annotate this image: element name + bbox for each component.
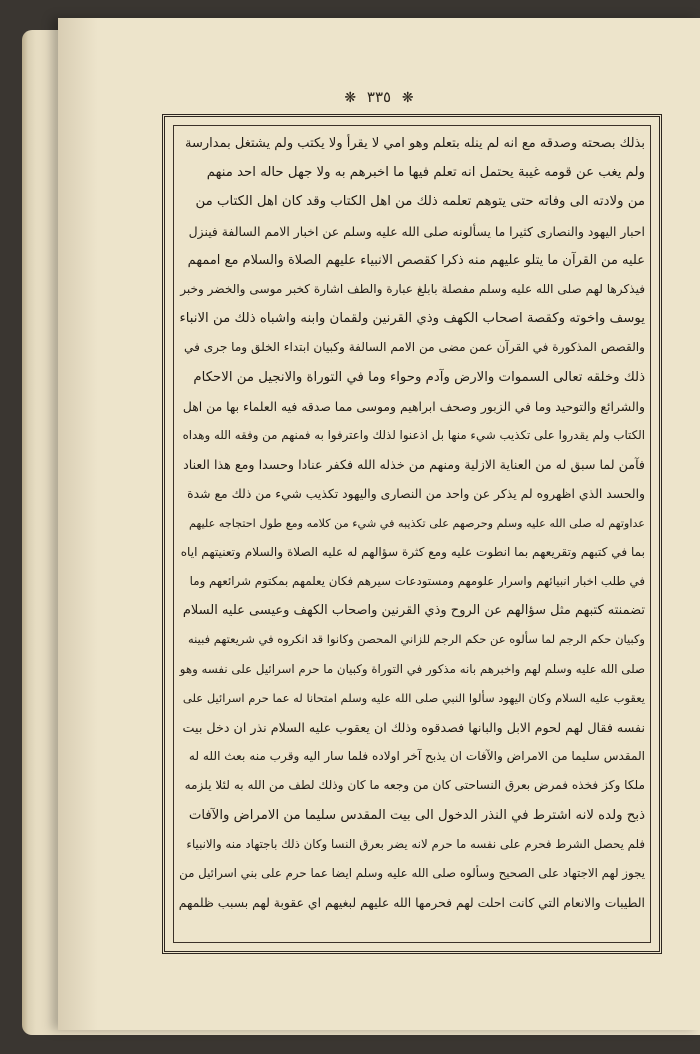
page-gutter-shadow	[58, 18, 98, 1030]
text-line: احبار اليهود والنصارى كثيرا ما يسألونه صلى الله عليه وسلم عن اخبار الامم السالفة فينزل	[188, 223, 645, 239]
ornament-icon: ❋	[401, 90, 414, 106]
text-line: ولم يغب عن قومه غيبة يحتمل انه تعلم فيها ما اخبرهم به ولا جهل حاله احد منهم	[206, 165, 645, 181]
book-page	[58, 18, 700, 1030]
text-line: بذلك بصحته وصدقه مع انه لم ينله بتعلم وهو امي لا يقرأ ولا يكتب ولم يشتغل بمدارسة	[185, 136, 645, 151]
page-header	[58, 88, 700, 106]
text-line: والشرائع والتوحيد وما في الزبور وصحف ابراهيم وموسى مما صدقه فيه العلماء بها من اهل	[182, 398, 645, 414]
text-line: بما في كتبهم وتقريعهم بما انطوت عليه ومع كثرة سؤالهم له عليه الصلاة والسلام وتعنيتهم اياه	[180, 544, 645, 559]
text-line: في طلب اخبار انبيائهم واسرار علومهم ومستودعات سيرهم فكان يعلمهم بمكتوم شرائعهم وما	[189, 574, 645, 589]
ornament-icon: ❋	[344, 90, 357, 106]
text-line: الكتاب ولم يقدروا على تكذيب شيء منها بل اذعنوا لذلك واعترفوا به فمنهم من وفقه الله وهداه	[182, 428, 645, 443]
text-line: عليه من القرآن ما يتلو عليهم منه ذكرا كقصص الانبياء عليهم الصلاة والسلام مع اممهم	[187, 252, 645, 268]
text-line: الطيبات والانعام التي كانت احلت لهم فحرمها الله عليهم لبغيهم اي عقوبة لهم بسبب ظلمهم	[179, 895, 645, 911]
text-line: فيذكرها لهم صلى الله عليه وسلم مفصلة بابلغ عبارة والطف اشارة كخبر موسى والخضر وخبر	[180, 282, 645, 297]
text-line: تضمنته كتبهم مثل سؤالهم عن الروح وذي القرنين واصحاب الكهف وعيسى عليه السلام	[182, 603, 645, 619]
text-frame	[162, 114, 662, 954]
text-line: وكبيان حكم الرجم لما سألوه عن حكم الرجم للزاني المحصن وكانوا قد انكروه في شريعتهم فبينه	[188, 632, 645, 647]
text-line: فآمن لما سبق له من العناية الازلية ومنهم من خذله الله فكفر عنادا وحسدا ومع هذا العناد	[183, 457, 645, 473]
text-line: ملكا وكز فخذه فمرض بعرق النساحتى كان من وجعه ما كان وذلك لطف من الله به لئلا يلزمه	[184, 778, 645, 793]
body-text	[179, 129, 645, 941]
text-line: ذلك وخلقه تعالى السموات والارض وآدم وحواء وما في التوراة والانجيل من الاحكام	[193, 369, 645, 385]
text-line: صلى الله عليه وسلم لهم واخبرهم بانه مذكور في التوراة وكبيان ما حرم اسرائيل على نفسه وهو	[179, 661, 645, 676]
text-line: فلم يحصل الشرط فحرم على نفسه ما حرم لانه يضر بعرق النسا وكان ذلك باجتهاد منه والانبياء	[186, 836, 645, 851]
text-line: من ولادته الى وفاته حتى يتوهم تعلمه ذلك من اهل الكتاب وقد كان اهل الكتاب من	[195, 194, 645, 210]
text-line: ذبح ولده لانه اشترط في النذر الدخول الى بيت المقدس سليما من الامراض والآفات	[188, 807, 645, 823]
text-line: نفسه فقال لهم لحوم الابل والبانها فصدقوه وذلك ان يعقوب عليه السلام نذر ان دخل بيت	[182, 720, 645, 736]
text-line: يعقوب عليه السلام وكان اليهود سألوا النبي صلى الله عليه وسلم امتحانا له عما حرم اسرائيل على	[182, 690, 645, 705]
text-line: والحسد الذي اظهروه لم يذكر عن واحد من النصارى واليهود تكذيب شيء من ذلك مع شدة	[187, 486, 645, 502]
text-line: والقصص المذكورة في القرآن عمن مضى من الامم السالفة وكبيان ابتداء الخلق وما جرى في	[183, 340, 645, 355]
text-line: عداوتهم له صلى الله عليه وسلم وحرصهم على تكذيبه في شيء من كلامه ومع طول احتجاجه عليهم	[188, 516, 645, 530]
page-number: ٣٣٥	[366, 88, 392, 106]
text-line: يوسف واخوته وكقصة اصحاب الكهف وذي القرنين ولقمان وابنه واشباه ذلك من الانباء	[179, 311, 645, 327]
text-line: المقدس سليما من الامراض والآفات ان يذبح آخر اولاده فلما سار اليه وقرب منه بعث الله له	[188, 749, 645, 764]
text-line: يجوز لهم الاجتهاد على الصحيح وسألوه صلى الله عليه وسلم ايضا عما حرم على بني اسرائيل من	[179, 866, 645, 881]
